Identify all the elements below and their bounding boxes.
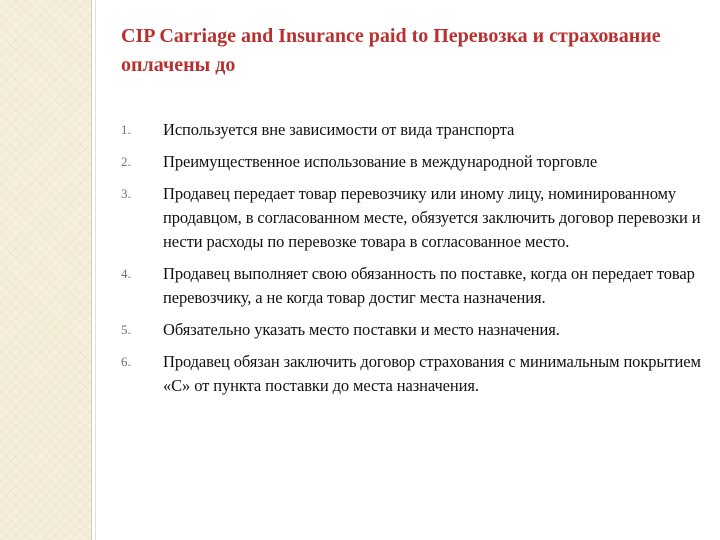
item-number: 5.: [121, 322, 131, 337]
item-number: 4.: [121, 266, 131, 281]
decorative-side-panel: [0, 0, 91, 540]
list-item: [121, 182, 706, 254]
item-text: Продавец обязан заключить договор страхования с минимальным покрытием «С» от пункта поставки до места назначения.: [163, 352, 701, 395]
panel-divider: [91, 0, 92, 540]
slide-title: CIP Carriage and Insurance paid to Перевозка и страхование оплачены до: [121, 25, 661, 76]
item-number: 2.: [121, 154, 131, 169]
item-text: Преимущественное использование в международной торговле: [163, 152, 598, 171]
item-text: Продавец выполняет свою обязанность по поставке, когда он передает товар перевозчику, а не когда товар достиг места назначения.: [163, 264, 695, 307]
list-item: [121, 118, 706, 142]
item-number: 1.: [121, 122, 131, 137]
list-item: [121, 262, 706, 310]
list-item: [121, 350, 706, 398]
panel-divider-secondary: [95, 0, 96, 540]
item-text: Используется вне зависимости от вида транспорта: [163, 120, 515, 139]
list-item: [121, 150, 706, 174]
item-number: 6.: [121, 354, 131, 369]
item-number: 3.: [121, 186, 131, 201]
item-text: Продавец передает товар перевозчику или иному лицу, номинированному продавцом, в согласованном месте, обязуется заключить договор перевозки и нести расходы по перевозке товара в согласованное место.: [163, 184, 701, 251]
item-text: Обязательно указать место поставки и место назначения.: [163, 320, 560, 339]
list-item: [121, 318, 706, 342]
numbered-list: [121, 118, 706, 406]
